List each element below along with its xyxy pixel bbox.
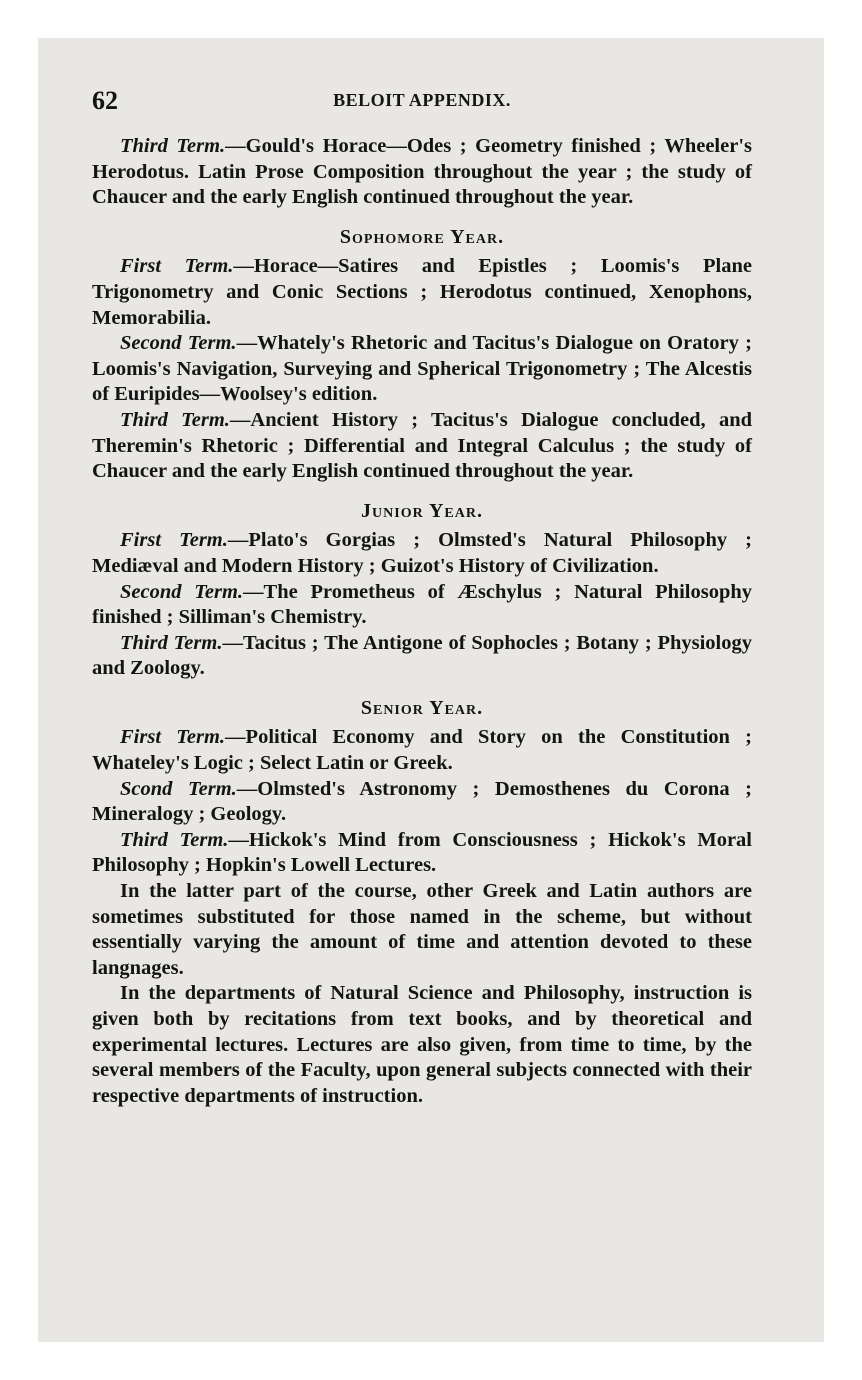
- term-text: —Ancient History ; Tacitus's Dialogue concluded, and Theremin's Rhetoric ; Differential and Integral Calculus ; the study of Chaucer and the early English continued throughout the year.: [92, 408, 752, 483]
- junior-second-term: [92, 580, 752, 631]
- document-page: [92, 88, 752, 1109]
- junior-third-term: [92, 631, 752, 682]
- term-text: —Plato's Gorgias ; Olmsted's Natural Philosophy ; Mediæval and Modern History ; Guizot's History of Civilization.: [92, 529, 752, 577]
- running-head: BELOIT APPENDIX.: [333, 90, 511, 110]
- senior-second-term: [92, 777, 752, 828]
- term-label: Third Term.: [120, 408, 230, 431]
- section-heading-senior: Senior Year.: [360, 696, 484, 719]
- term-text: —Gould's Horace—Odes ; Geometry finished ; Wheeler's Herodotus. Latin Prose Composition throughout the year ; the study of Chaucer and the early English continued throughout the year.: [92, 135, 752, 209]
- term-label: Second Term.: [120, 580, 244, 603]
- closing-paragraph-substitutions: In the latter part of the course, other Greek and Latin authors are sometimes substituted for those named in the scheme, but without essentially varying the amount of time and attention devoted to these langnages.: [92, 880, 752, 979]
- page-header: [92, 88, 752, 118]
- term-text: —Horace—Satires and Epistles ; Loomis's Plane Trigonometry and Conic Sections ; Herodotus continued, Xenophons, Memorabilia.: [92, 255, 752, 329]
- term-label: First Term.: [120, 529, 228, 552]
- term-label: Third Term.: [120, 828, 229, 851]
- sophomore-second-term: [92, 331, 752, 408]
- term-text: —Political Economy and Story on the Constitution ; Whateley's Logic ; Select Latin or Greek.: [92, 726, 752, 775]
- term-label: Second Term.: [120, 332, 237, 355]
- sophomore-first-term: [92, 254, 752, 331]
- section-heading-sophomore: Sophomore Year.: [339, 225, 505, 248]
- section-heading-junior: Junior Year.: [361, 499, 483, 522]
- term-text: —Tacitus ; The Antigone of Sophocles ; Botany ; Physiology and Zoology.: [92, 631, 753, 680]
- term-label: Third Term.: [120, 135, 226, 157]
- freshman-third-term: [92, 134, 752, 211]
- term-text: —Olmsted's Astronomy ; Demosthenes du Corona ; Mineralogy ; Geology.: [92, 777, 752, 826]
- term-text: —Whately's Rhetoric and Tacitus's Dialogue on Oratory ; Loomis's Navigation, Surveying and Spherical Trigonometry ; The Alcestis of Euripides—Woolsey's edition.: [92, 332, 752, 406]
- senior-first-term: [92, 725, 752, 776]
- term-text: —The Prometheus of Æschylus ; Natural Philosophy finished ; Silliman's Chemistry.: [92, 580, 752, 629]
- sophomore-third-term: [92, 408, 752, 485]
- term-label: Third Term.: [120, 631, 223, 654]
- term-label: Scond Term.: [120, 777, 237, 800]
- term-label: First Term.: [120, 726, 226, 749]
- closing-paragraph-instruction: In the departments of Natural Science and Philosophy, instruction is given both by recitations from text books, and by theoretical and experimental lectures. Lectures are also given, from time to time, by the several members of the Faculty, upon general subjects connected with their respective departments of instruction.: [92, 982, 752, 1107]
- term-text: —Hickok's Mind from Consciousness ; Hickok's Moral Philosophy ; Hopkin's Lowell Lectures.: [92, 828, 752, 877]
- junior-first-term: [92, 528, 752, 579]
- senior-third-term: [92, 828, 752, 879]
- page-number: 62: [92, 86, 118, 115]
- term-label: First Term.: [120, 255, 234, 278]
